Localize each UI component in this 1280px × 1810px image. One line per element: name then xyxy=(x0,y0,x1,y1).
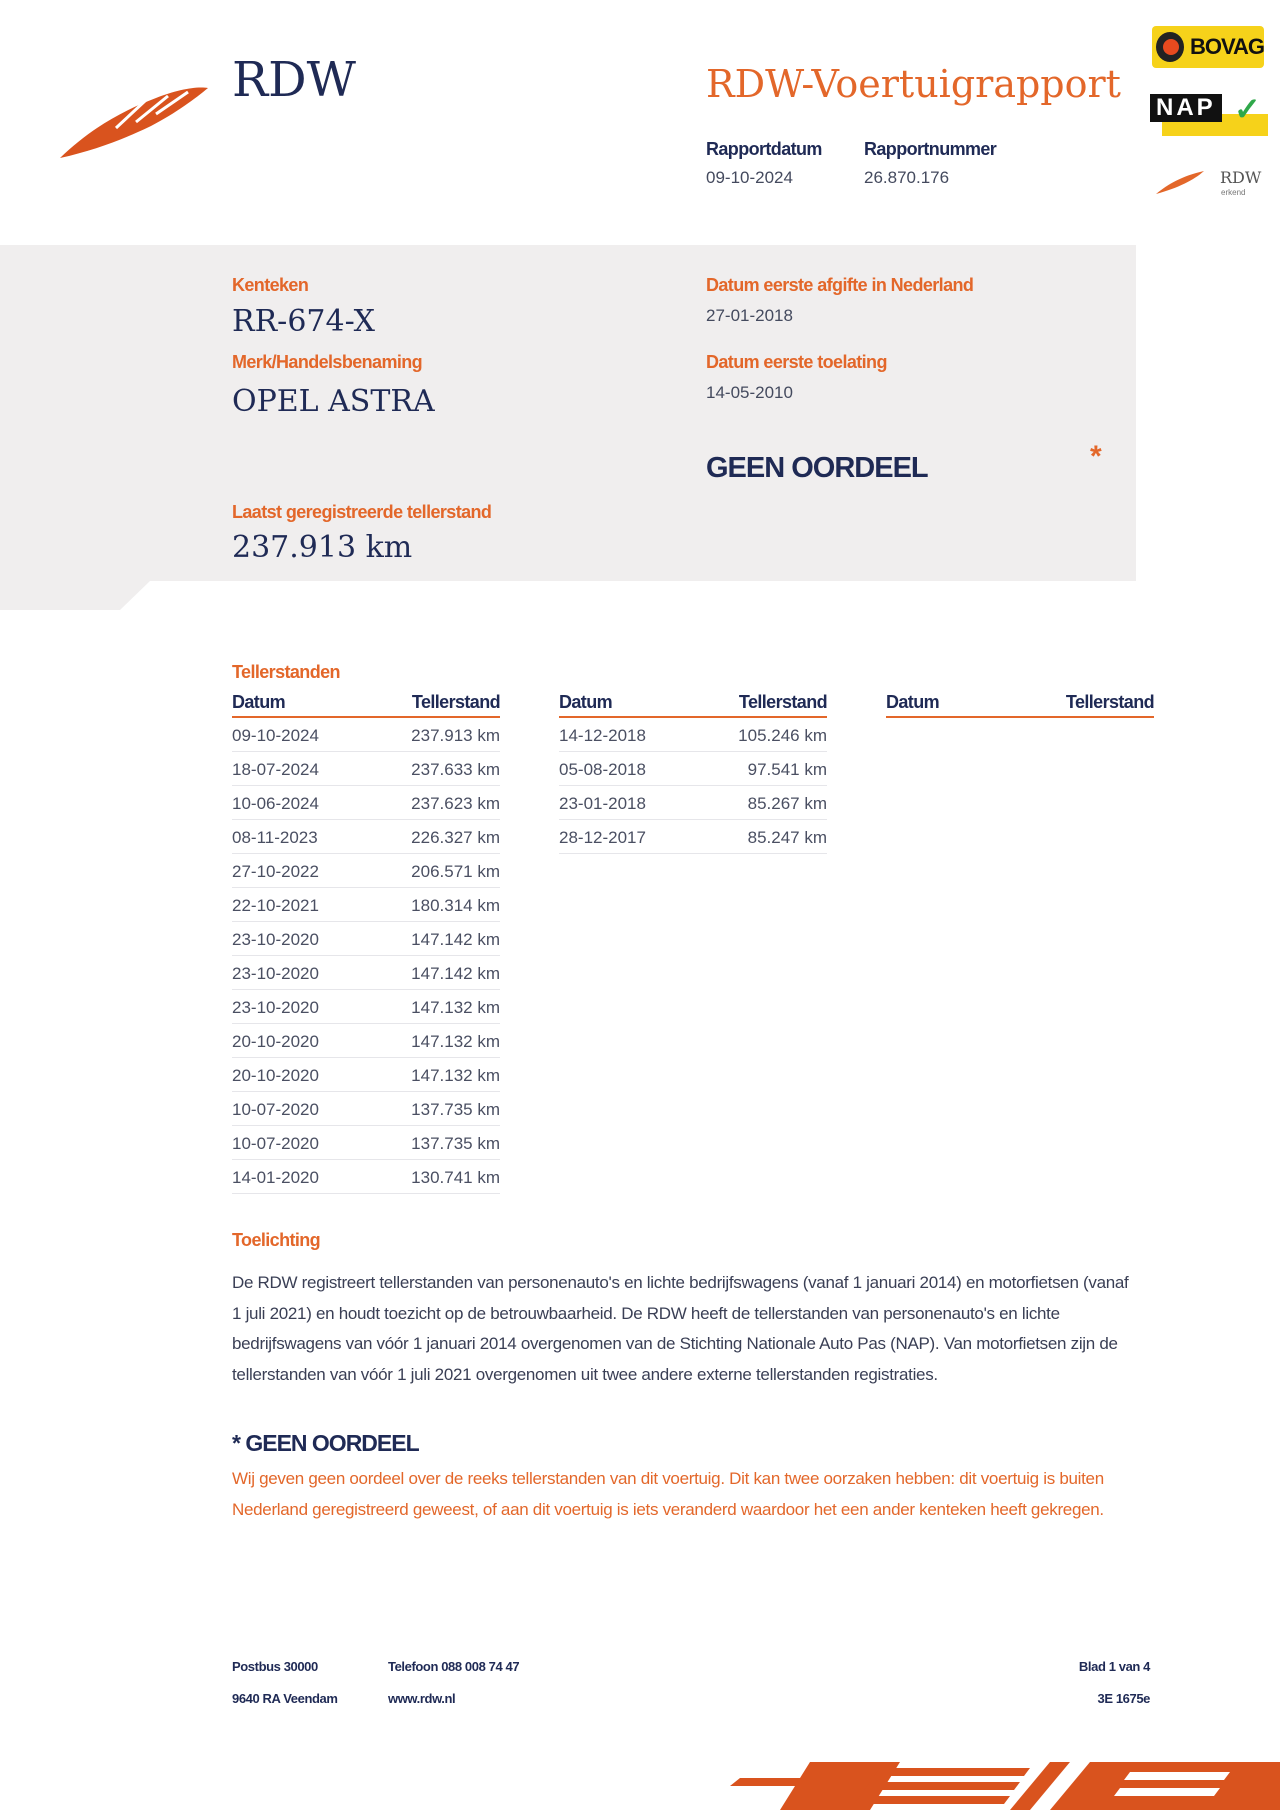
rdw-erkend-label: RDW xyxy=(1220,168,1262,187)
footer-web-link[interactable]: www.rdw.nl xyxy=(388,1691,456,1706)
table-row xyxy=(232,990,500,1024)
odometer-section-title: Tellerstanden xyxy=(232,662,340,682)
odometer-table-2 xyxy=(559,692,827,854)
report-number: 26.870.176 xyxy=(864,168,950,187)
table-row xyxy=(559,752,827,786)
table-row xyxy=(232,1024,500,1058)
row-date: 23-01-2018 xyxy=(559,794,646,813)
row-reading: 147.132 km xyxy=(411,1032,500,1051)
decorative-stripes-icon xyxy=(730,1758,1280,1810)
first-admission-label: Datum eerste toelating xyxy=(706,352,887,372)
plate-label: Kenteken xyxy=(232,275,309,295)
table-header xyxy=(559,692,827,718)
table-row xyxy=(232,1160,500,1194)
row-date: 14-12-2018 xyxy=(559,726,646,745)
row-date: 10-07-2020 xyxy=(232,1100,319,1119)
odometer-table-1 xyxy=(232,692,500,1194)
footer-postbus: Postbus 30000 xyxy=(232,1659,318,1674)
col-date-header: Datum xyxy=(232,692,286,712)
row-reading: 237.633 km xyxy=(411,760,500,779)
row-date: 08-11-2023 xyxy=(232,828,318,847)
table-row xyxy=(232,752,500,786)
footer-city: 9640 RA Veendam xyxy=(232,1691,338,1706)
row-reading: 206.571 km xyxy=(411,862,500,881)
row-reading: 137.735 km xyxy=(411,1100,500,1119)
row-reading: 147.142 km xyxy=(411,930,500,949)
footer-page: Blad 1 van 4 xyxy=(1078,1659,1150,1674)
row-reading: 137.735 km xyxy=(411,1134,500,1153)
last-odo-value: 237.913 km xyxy=(232,530,413,565)
table-row xyxy=(232,854,500,888)
footer-phone: Telefoon 088 008 74 47 xyxy=(388,1659,520,1674)
table-row xyxy=(232,956,500,990)
row-reading: 180.314 km xyxy=(411,896,500,915)
table-row xyxy=(232,1092,500,1126)
row-reading: 85.247 km xyxy=(747,828,827,847)
row-date: 05-08-2018 xyxy=(559,760,646,779)
table-row xyxy=(232,786,500,820)
vehicle-panel xyxy=(0,245,1136,610)
row-reading: 105.246 km xyxy=(738,726,827,745)
table-row xyxy=(559,820,827,854)
report-number-label: Rapportnummer xyxy=(864,139,997,159)
row-reading: 237.913 km xyxy=(411,726,500,745)
nap-badge xyxy=(1150,91,1268,138)
verdict-star: * xyxy=(1090,440,1102,473)
row-date: 18-07-2024 xyxy=(232,760,319,779)
row-reading: 237.623 km xyxy=(411,794,500,813)
table-row xyxy=(232,888,500,922)
row-date: 20-10-2020 xyxy=(232,1032,319,1051)
col-reading-header: Tellerstand xyxy=(738,692,827,712)
row-reading: 130.741 km xyxy=(411,1168,500,1187)
rdw-erkend-icon xyxy=(1154,168,1206,196)
make-value: OPEL ASTRA xyxy=(232,384,435,419)
explanation-body: De RDW registreert tellerstanden van personenauto's en lichte bedrijfswagens (vanaf 1 januari 2014) en motorfietsen (vanaf 1 juli 2021) en houdt toezicht op de betrouwbaarheid. De RDW heeft de tellerstanden van personenauto's en lichte bedrijfswagens van vóór 1 januari 2014 overgenomen van de Stichting Nationale Auto Pas (NAP). Van motorfietsen zijn de tellerstanden van vóór 1 juli 2021 overgenomen uit twee andere externe tellerstanden registraties. xyxy=(232,1273,1129,1384)
row-date: 28-12-2017 xyxy=(559,828,646,847)
row-date: 10-07-2020 xyxy=(232,1134,319,1153)
col-date-header: Datum xyxy=(559,692,613,712)
table-header xyxy=(886,692,1154,718)
rdw-logo-icon xyxy=(56,78,212,166)
nap-label: NAP xyxy=(1150,94,1222,122)
row-date: 10-06-2024 xyxy=(232,794,319,813)
row-date: 09-10-2024 xyxy=(232,726,319,745)
bovag-label: BOVAG xyxy=(1189,34,1264,59)
row-reading: 97.541 km xyxy=(747,760,827,779)
verdict-explanation: Wij geven geen oordeel over de reeks tellerstanden van dit voertuig. Dit kan twee oorzaken hebben: dit voertuig is buiten Nederland geregistreerd geweest, of aan dit voertuig is iets veranderd waardoor het een ander kenteken heeft gekregen. xyxy=(232,1469,1104,1519)
col-date-header: Datum xyxy=(886,692,940,712)
odometer-table-3 xyxy=(886,692,1154,718)
rdw-erkend-sublabel: erkend xyxy=(1221,188,1246,197)
bovag-badge xyxy=(1152,26,1264,68)
row-date: 23-10-2020 xyxy=(232,964,319,983)
footer-code: 3E 1675e xyxy=(1097,1691,1150,1706)
row-reading: 147.132 km xyxy=(411,1066,500,1085)
table-row xyxy=(232,820,500,854)
col-reading-header: Tellerstand xyxy=(1065,692,1154,712)
row-reading: 147.132 km xyxy=(411,998,500,1017)
table-row xyxy=(232,718,500,752)
first-nl-label: Datum eerste afgifte in Nederland xyxy=(706,275,974,295)
report-date-label: Rapportdatum xyxy=(706,139,822,159)
row-date: 27-10-2022 xyxy=(232,862,319,881)
first-admission-value: 14-05-2010 xyxy=(706,383,793,402)
row-reading: 147.142 km xyxy=(411,964,500,983)
check-icon: ✓ xyxy=(1234,91,1261,127)
verdict: GEEN OORDEEL xyxy=(706,452,928,484)
report-date: 09-10-2024 xyxy=(706,168,793,187)
row-date: 23-10-2020 xyxy=(232,998,319,1017)
table-header xyxy=(232,692,500,718)
make-label: Merk/Handelsbenaming xyxy=(232,352,423,372)
table-row xyxy=(232,922,500,956)
plate-value: RR-674-X xyxy=(232,304,375,339)
report-title: RDW-Voertuigrapport xyxy=(706,62,1121,106)
row-reading: 85.267 km xyxy=(747,794,827,813)
row-reading: 226.327 km xyxy=(411,828,500,847)
bovag-icon xyxy=(1156,32,1184,62)
first-nl-value: 27-01-2018 xyxy=(706,306,793,325)
table-row xyxy=(232,1126,500,1160)
explanation-title: Toelichting xyxy=(232,1230,321,1250)
last-odo-label: Laatst geregistreerde tellerstand xyxy=(232,502,492,522)
row-date: 22-10-2021 xyxy=(232,896,319,915)
col-reading-header: Tellerstand xyxy=(411,692,500,712)
table-row xyxy=(232,1058,500,1092)
row-date: 23-10-2020 xyxy=(232,930,319,949)
table-row xyxy=(559,718,827,752)
row-date: 20-10-2020 xyxy=(232,1066,319,1085)
row-date: 14-01-2020 xyxy=(232,1168,319,1187)
brand-name: RDW xyxy=(232,52,356,108)
table-row xyxy=(559,786,827,820)
verdict-heading: * GEEN OORDEEL xyxy=(232,1430,419,1456)
